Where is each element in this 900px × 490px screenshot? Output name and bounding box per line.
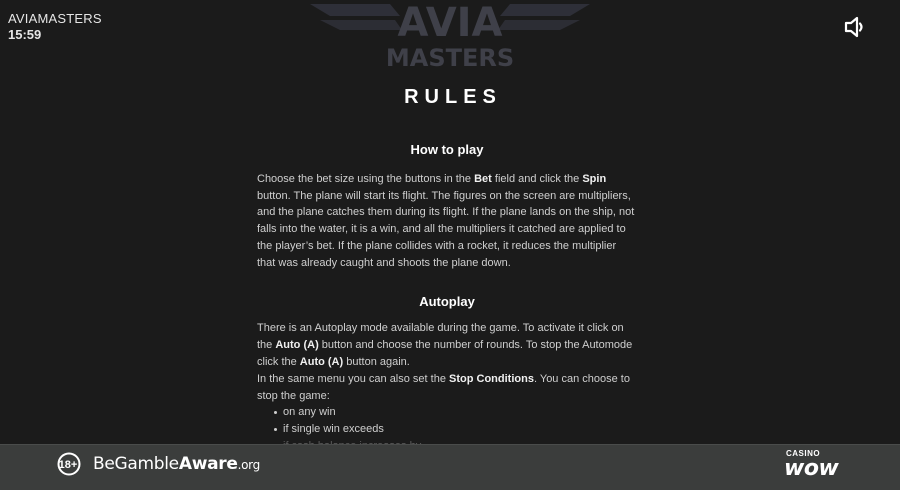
ga-text-3: .org (237, 458, 260, 472)
text-fragment: button again. (343, 355, 410, 368)
age-badge-text: 18+ (58, 459, 78, 471)
logo-line-1: AVIA (397, 0, 503, 46)
text-bold: Auto (A) (299, 355, 344, 368)
how-to-play-text (257, 171, 637, 272)
aviamasters-logo (300, 0, 600, 80)
autoplay-text (257, 320, 637, 370)
begambleaware-link[interactable] (93, 454, 260, 474)
ga-text-1: BeGamble (93, 454, 179, 474)
text-fragment: There is an Autoplay mode available during the game. To activate it click on the (257, 322, 624, 352)
sound-toggle-button[interactable] (843, 15, 869, 39)
list-item: on any win (274, 404, 637, 421)
age-18-plus-icon (57, 452, 81, 476)
logo-line-2: MASTERS (385, 44, 515, 72)
text-bold: Stop Conditions (449, 372, 534, 385)
game-title: AVIAMASTERS (8, 11, 102, 26)
speaker-icon (843, 15, 869, 39)
text-fragment: button and choose the number of rounds. To stop the Automode click the (257, 339, 633, 368)
ga-text-2: Aware (178, 454, 238, 474)
text-bold: Auto (A) (275, 339, 319, 352)
list-item: if single win exceeds (274, 421, 637, 438)
text-fragment: button. The plane will start its flight. The figures on the screen are multipliers, and the plane catches them during its flight. If the plane lands on the ship, not falls into the water, it is a win, and all the multipliers it catched are applied to the player’s bet. If the plane collides with a rocket, it reduces the multiplier that was already caught and shoots the plane down. (257, 189, 635, 269)
clock: 15:59 (8, 27, 42, 42)
section-title-how-to-play: How to play (410, 142, 484, 157)
brand-top: CASINO (786, 449, 821, 458)
stop-conditions-text (257, 371, 637, 405)
text-fragment: . You can choose to stop the game: (257, 372, 630, 402)
text-fragment: field and click the (491, 172, 583, 185)
text-fragment: Choose the bet size using the buttons in the (257, 172, 475, 185)
footer-bar (0, 444, 900, 490)
casino-wow-logo (784, 449, 848, 485)
text-bold: Bet (474, 172, 492, 185)
brand-main: wow (784, 456, 839, 481)
rules-content[interactable] (257, 142, 637, 455)
text-fragment: In the same menu you can also set the (257, 372, 450, 385)
game-header (8, 11, 102, 43)
section-title-autoplay: Autoplay (419, 293, 475, 309)
text-bold: Spin (582, 172, 607, 185)
page-title: RULES (404, 86, 502, 108)
